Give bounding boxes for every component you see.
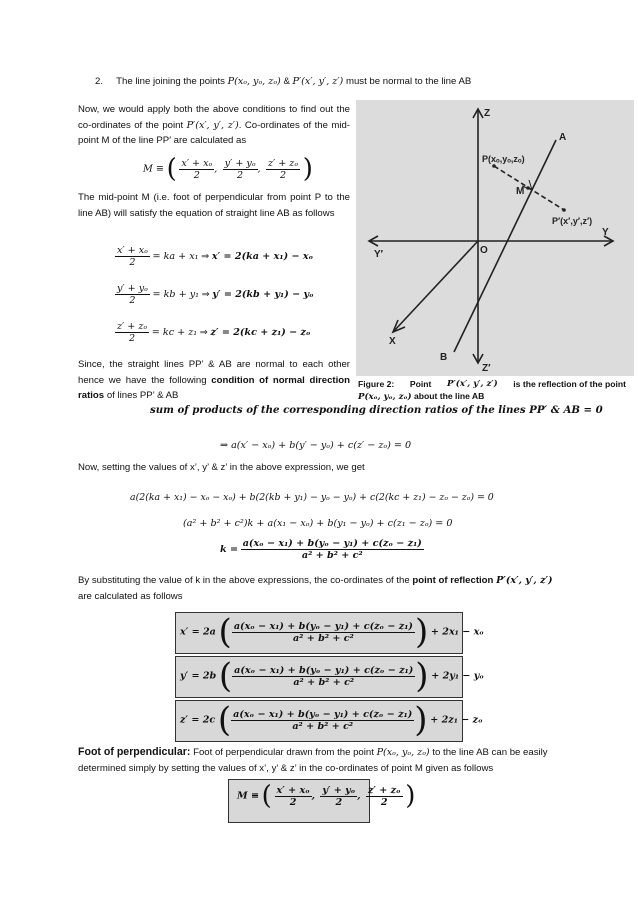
- line-eq-x: $\frac{\text{x′ + xₒ}}{2}$ = ka + x₁ ⇒ x′ = 2(ka + x₁) − xₒ: [117, 245, 314, 268]
- foot-heading: Foot of perpendicular:: [78, 746, 191, 758]
- item-text-post: must be normal to the line AB: [345, 76, 472, 87]
- label-x: X: [389, 336, 396, 347]
- item-text-pre: The line joining the points: [116, 76, 225, 87]
- label-y-prime: Y′: [374, 249, 384, 260]
- paragraph-2: The mid-point M (i.e. foot of perpendicular from point P to the line AB) will satisfy the equation of straight line AB as follows: [78, 192, 350, 219]
- normal-condition: sum of products of the corresponding direction ratios of the lines PP′ & AB = 0: [150, 404, 603, 416]
- item-2: [95, 76, 471, 87]
- result-z-prime: z′ = 2c ( $\frac{\text{a(xₒ − x₁) + b(yₒ − y₁) + c(zₒ − z₁)}}{\text{a² + b² + c²}}$ ) + 2z₁ − zₒ: [175, 700, 463, 742]
- point-p: P(xₒ, yₒ, zₒ): [227, 76, 281, 87]
- para1-point: P′(x′, y′, z′): [186, 119, 239, 131]
- label-z: Z: [484, 108, 491, 119]
- midpoint-equation: M ≡ ( $\frac{\text{x′ + xₒ}}{2}$ , $\frac{\text{y′ + yₒ}}{2}$ , $\frac{\text{z′ + zₒ}}{2}$ ): [143, 154, 313, 184]
- label-o: O: [480, 245, 488, 256]
- point-of-reflection-label: point of reflection: [412, 575, 494, 586]
- foot-of-perpendicular-paragraph: Foot of perpendicular: Foot of perpendicular drawn from the point P(xₒ, yₒ, zₒ) to the line AB can be easily determined simply by setting the values of x’, y’ & z’ in the co-ordinates of point M given as follows: [78, 746, 548, 774]
- label-y: Y: [602, 227, 609, 238]
- x-axis: [394, 241, 478, 331]
- label-p-prime: P′(x′,y′,z′): [552, 216, 593, 226]
- label-p: P(xₒ,yₒ,zₒ): [482, 154, 525, 164]
- paragraph-3: Since, the straight lines PP’ & AB are normal to each other hence we have the following condition of normal direction ratios of lines PP’ & AB: [78, 359, 350, 401]
- coordinate-diagram: [356, 100, 634, 376]
- label-m: M: [516, 186, 525, 197]
- k-equation-expanded: (a² + b² + c²)k + a(x₁ − xₒ) + b(y₁ − yₒ) + c(z₁ − zₒ) = 0: [183, 518, 453, 529]
- mid-lhs: M ≡: [143, 163, 164, 175]
- caption-label: Figure 2:: [358, 379, 395, 389]
- result-x-prime: x′ = 2a ( $\frac{\text{a(xₒ − x₁) + b(yₒ − y₁) + c(zₒ − z₁)}}{\text{a² + b² + c²}}$ ) + 2x₁ − xₒ: [175, 612, 463, 654]
- line-equations: [115, 245, 355, 359]
- line-eq-z: $\frac{\text{z′ + zₒ}}{2}$ = kc + z₁ ⇒ z′ = 2(kc + z₁) − zₒ: [117, 321, 311, 344]
- fraction-z: $\frac{\text{z′ + zₒ}}{2}$: [267, 157, 299, 181]
- condition-equation: ⇒ a(x′ − xₒ) + b(y′ − yₒ) + c(z′ − zₒ) = 0: [220, 440, 412, 451]
- paragraph-4: Now, setting the values of x’, y’ & z’ in the above expression, we get: [78, 462, 365, 473]
- final-midpoint-equation: M ≡ ( $\frac{\text{x′ + xₒ}}{2}$ , $\frac{\text{y′ + yₒ}}{2}$ , $\frac{\text{z′ + zₒ}}{2}$ ): [228, 779, 370, 823]
- normal-condition-label: condition of normal direction ratios: [78, 374, 350, 401]
- para1-post: . Co-ordinates of the mid-point M of the line PP′ are calculated as: [78, 119, 350, 146]
- paragraph-1: [78, 102, 350, 149]
- label-b: B: [440, 352, 448, 363]
- fraction-y: $\frac{\text{y′ + yₒ}}{2}$: [224, 157, 256, 181]
- point-p-prime: P′(x′, y′, z′): [292, 76, 344, 87]
- item-number: 2.: [95, 76, 104, 87]
- figure-caption: Figure 2: Point P′(x′, y′, z′) is the reflection of the point P(xₒ, yₒ, zₒ) about the line AB: [358, 379, 626, 402]
- amp: &: [283, 76, 290, 87]
- label-z-prime: Z′: [482, 363, 491, 374]
- line-ab: [454, 140, 556, 352]
- label-a: A: [559, 132, 567, 143]
- k-solution: k = $\frac{\text{a(xₒ − x₁) + b(yₒ − y₁) + c(zₒ − z₁)}}{\text{a² + b² + c²}}$: [220, 538, 422, 561]
- substituted-equation: a(2(ka + x₁) − xₒ − xₒ) + b(2(kb + y₁) − yₒ − yₒ) + c(2(kc + z₁) − zₒ − zₒ) = 0: [130, 492, 494, 503]
- paragraph-5: By substituting the value of k in the above expressions, the co-ordinates of the point of reflection P′(x′, y′, z′) are calculated as follows: [78, 575, 553, 602]
- line-eq-y: $\frac{\text{y′ + yₒ}}{2}$ = kb + y₁ ⇒ y′ = 2(kb + y₁) − yₒ: [117, 283, 314, 306]
- result-y-prime: y′ = 2b ( $\frac{\text{a(xₒ − x₁) + b(yₒ − y₁) + c(zₒ − z₁)}}{\text{a² + b² + c²}}$ ) + 2y₁ − yₒ: [175, 656, 463, 698]
- figure-2-image: [356, 100, 634, 376]
- para1-pre: Now, we would apply both the above conditions to find out the co-ordinates of the point: [78, 104, 350, 131]
- fraction-x: $\frac{\text{x′ + xₒ}}{2}$: [181, 157, 213, 181]
